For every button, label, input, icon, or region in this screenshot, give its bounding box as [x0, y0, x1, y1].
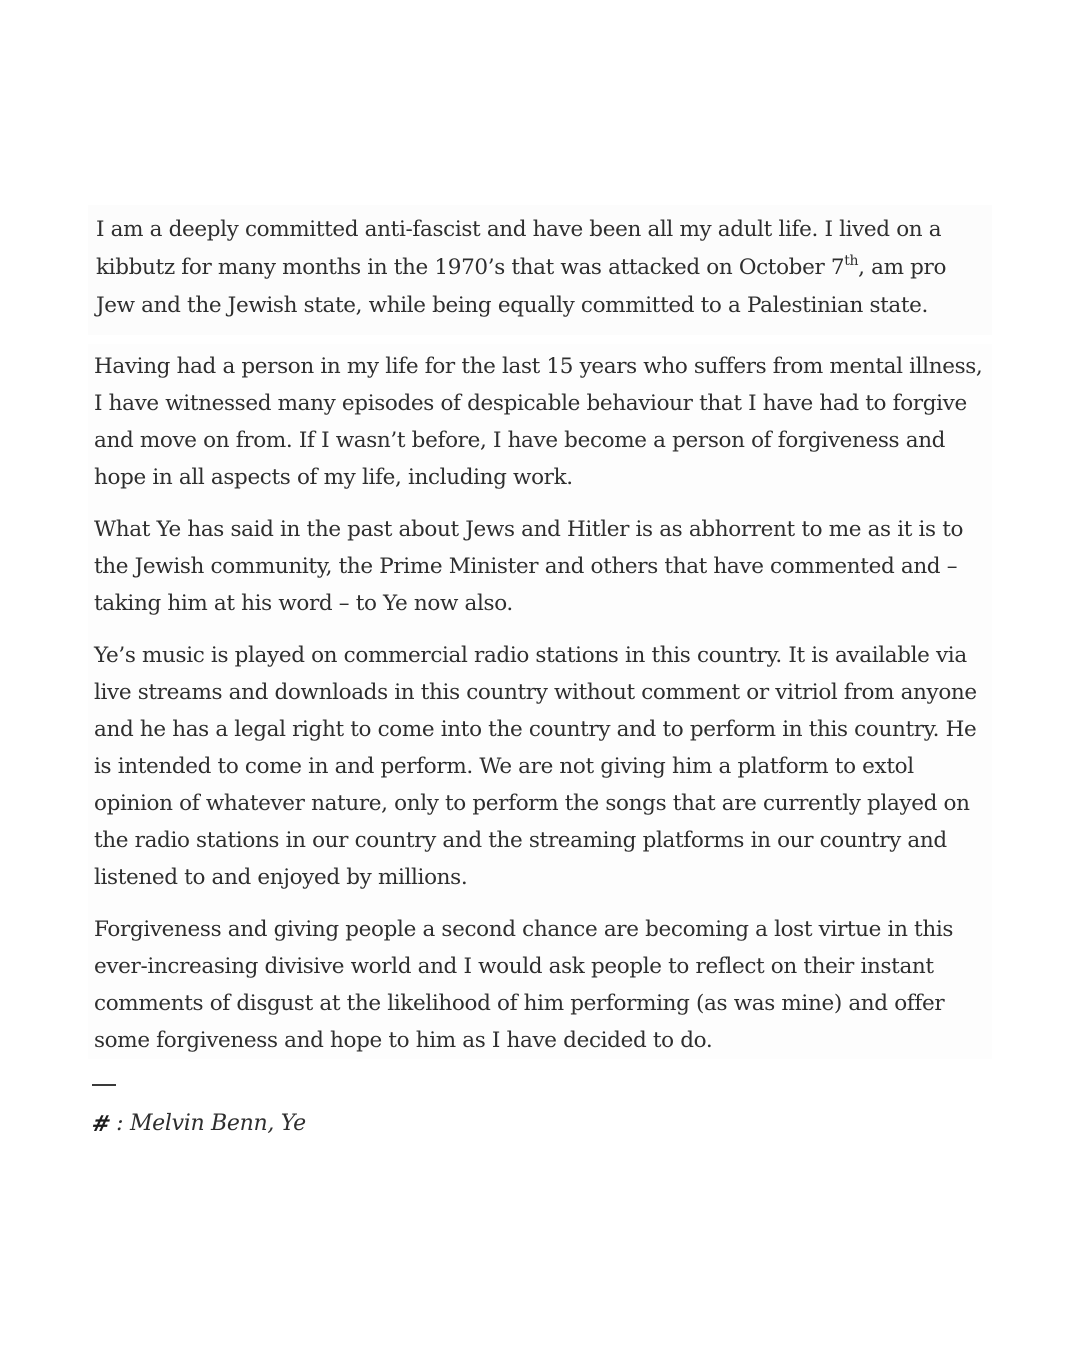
paragraph-3: What Ye has said in the past about Jews and Hitler is as abhorrent to me as it is to the Jewish community, the Prime Minister and others that have commented and – taking him at his word – to Ye now also.	[94, 517, 964, 616]
tags-line	[89, 1108, 306, 1140]
separator-dash	[92, 1084, 116, 1086]
paragraph-2: Having had a person in my life for the last 15 years who suffers from mental illness, I have witnessed many episodes of despicable behaviour that I have had to forgive and move on from. If I wasn’t before, I have become a person of forgiveness and hope in all aspects of my life, including work.	[94, 354, 983, 490]
ordinal-suffix: th	[844, 252, 859, 269]
paragraph-1-text-end: , am pro Jew and the Jewish state, while being equally committed to a Palestinian state.	[96, 255, 947, 318]
intro-paragraph-block	[88, 205, 992, 335]
article-body	[88, 344, 992, 1059]
paragraph-1	[96, 211, 984, 325]
hashtag-icon: #	[89, 1111, 113, 1137]
paragraph-1-text: I am a deeply committed anti-fascist and have been all my adult life. I lived on a kibbutz for many months in the 1970’s that was attacked on October 7	[96, 217, 942, 280]
paragraph-5: Forgiveness and giving people a second chance are becoming a lost virtue in this ever-increasing divisive world and I would ask people to reflect on their instant comments of disgust at the likelihood of him performing (as was mine) and offer some forgiveness and hope to him as I have decided to do.	[94, 917, 954, 1053]
paragraph-4: Ye’s music is played on commercial radio stations in this country. It is available via live streams and downloads in this country without comment or vitriol from anyone and he has a legal right to come into the country and to perform in this country. He is intended to come in and perform. We are not giving him a platform to extol opinion of whatever nature, only to perform the songs that are currently played on the radio stations in our country and the streaming platforms in our country and listened to and enjoyed by millions.	[94, 643, 977, 890]
tags-text: : Melvin Benn, Ye	[116, 1111, 306, 1136]
